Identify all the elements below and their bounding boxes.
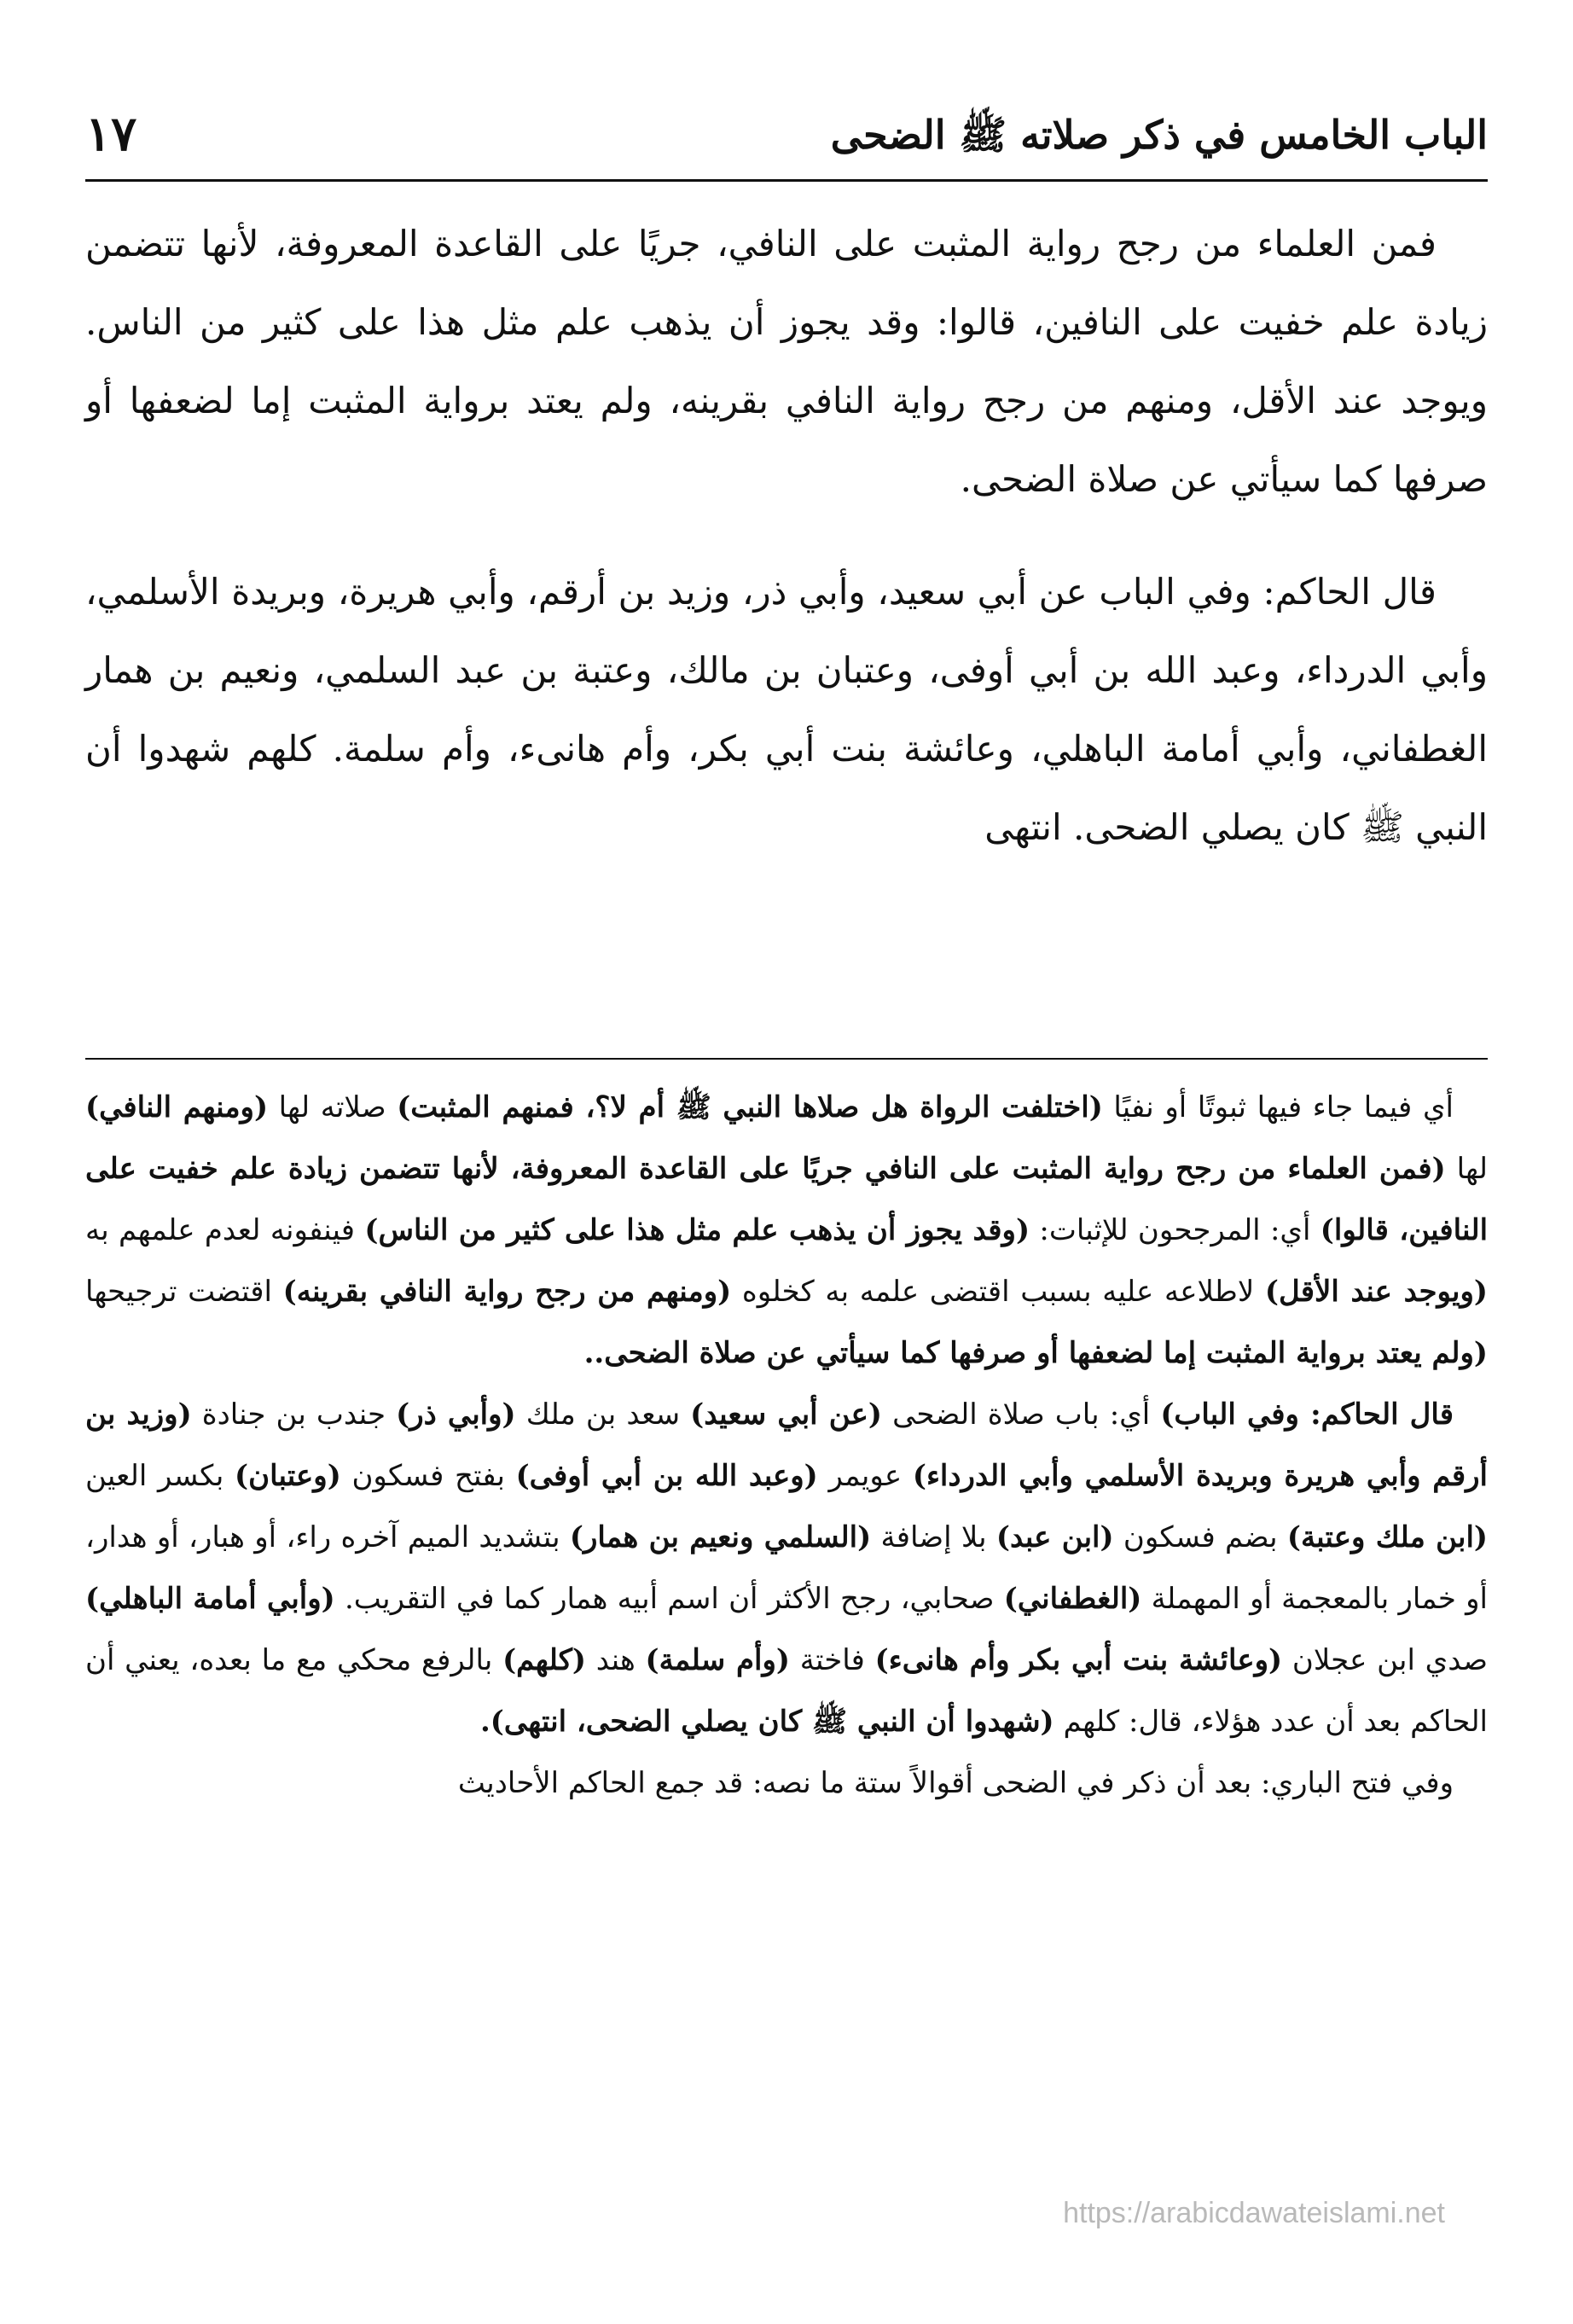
quoted-text-span: (ومنهم من رجح رواية النافي بقرينه) — [282, 1275, 732, 1309]
commentary-text-span: لاطلاعه عليه بسبب اقتضى علمه به كخلوه — [731, 1275, 1265, 1309]
commentary-text-span: جندب بن جنادة — [191, 1397, 397, 1432]
quoted-text-span: (وأم سلمة) — [645, 1643, 791, 1677]
commentary-paragraph-3: وفي فتح الباري: بعد أن ذكر في الضحى أقوالاً ستة ما نصه: قد جمع الحاكم الأحاديث — [457, 1766, 1454, 1800]
commentary-divider — [85, 1058, 1488, 1060]
commentary-text-span: بضم فسكون — [1113, 1520, 1287, 1554]
commentary-text-span: فينفونه لعدم علمهم به — [85, 1213, 365, 1247]
quoted-text-span: قال الحاكم: وفي الباب) — [1160, 1397, 1454, 1432]
page-header — [85, 102, 1488, 179]
header-divider — [85, 179, 1488, 182]
quoted-text-span: (وزيد بن أرقم وأبي هريرة وبريدة الأسلمي وأبي الدرداء) — [85, 1397, 1488, 1493]
commentary-text-span: أي: المرجحون للإثبات: — [1030, 1213, 1321, 1247]
commentary-text-span: لها — [1445, 1152, 1488, 1186]
quoted-text-span: (ابن عبد) — [995, 1520, 1114, 1554]
commentary-text-span: بتشديد الميم آخره راء، أو هبار، أو هدار، أو خمار بالمعجمة أو المهملة — [85, 1520, 1488, 1616]
quoted-text-span: (كلهم) — [502, 1643, 586, 1677]
quoted-text-span: (وعائشة بنت أبي بكر وأم هانىء) — [874, 1643, 1283, 1677]
quoted-text-span: (اختلفت الرواة هل صلاها النبي ﷺ أم لا؟، فمنهم المثبت) — [397, 1090, 1103, 1124]
commentary-text-span: عويمر — [817, 1459, 913, 1493]
main-paragraph-2: قال الحاكم: وفي الباب عن أبي سعيد، وأبي ذر، وزيد بن أرقم، وأبي هريرة، وبريدة الأسلمي، وأبي الدرداء، وعبد الله بن أبي أوفى، وعتبان بن مالك، وعتبة بن عبد السلمي، ونعيم بن همار الغطفاني، وأبي أمامة الباهلي، وعائشة بنت أبي بكر، وأم هانىء، وأم سلمة. كلهم شهدوا أن النبي ﷺ كان يصلي الضحى. انتهى — [85, 571, 1488, 848]
quoted-text-span: (السلمي ونعيم بن همار) — [569, 1520, 872, 1554]
commentary-text-span: أي: باب صلاة الضحى — [882, 1397, 1161, 1432]
chapter-title: الباب الخامس في ذكر صلاته ﷺ الضحى — [830, 112, 1488, 158]
quoted-text-span: (وقد يجوز أن يذهب علم مثل هذا على كثير من الناس) — [364, 1213, 1030, 1247]
commentary-text-span: صلاته لها — [268, 1090, 398, 1124]
watermark-url: https://arabicdawateislami.net — [1063, 2197, 1445, 2229]
commentary-paragraph-2 — [85, 1384, 1488, 1752]
commentary-text-span: هند — [585, 1643, 646, 1677]
quoted-text-span: (ومنهم النافي) — [85, 1090, 269, 1124]
main-paragraph-1: فمن العلماء من رجح رواية المثبت على النافي، جريًا على القاعدة المعروفة، لأنها تتضمن زيادة علم خفيت على النافين، قالوا: وقد يجوز أن يذهب علم مثل هذا على كثير من الناس. ويوجد عند الأقل، ومنهم من رجح رواية النافي بقرينه، ولم يعتد برواية المثبت إما لضعفها أو صرفها كما سيأتي عن صلاة الضحى. — [85, 223, 1488, 500]
quoted-text-span: (وعتبان) — [235, 1459, 341, 1493]
quoted-text-span: (ويوجد عند الأقل) — [1264, 1275, 1488, 1309]
quoted-text-span: (وأبي أمامة الباهلي) — [85, 1582, 335, 1616]
quoted-text-span: (وأبي ذر) — [396, 1397, 516, 1432]
commentary-text-span: فاختة — [790, 1643, 875, 1677]
quoted-text-span: (عن أبي سعيد) — [690, 1397, 882, 1432]
commentary-text-span: صحابي، رجح الأكثر أن اسم أبيه همار كما في التقريب. — [334, 1582, 1004, 1616]
quoted-text-span: (وعبد الله بن أبي أوفى) — [515, 1459, 818, 1493]
commentary-paragraph-1 — [85, 1077, 1488, 1384]
commentary-text-span: بفتح فسكون — [340, 1459, 516, 1493]
commentary-text-span: بكسر العين — [85, 1459, 235, 1493]
commentary-text-span: سعد بن ملك — [515, 1397, 691, 1432]
quoted-text-span: (فمن العلماء من رجح رواية المثبت على النافي جريًا على القاعدة المعروفة، لأنها تتضمن زيادة علم خفيت على النافين، قالوا) — [85, 1152, 1489, 1247]
quoted-text-span: (الغطفاني) — [1003, 1582, 1142, 1616]
quoted-text-span: (ولم يعتد برواية المثبت إما لضعفها أو صرفها كما سيأتي عن صلاة الضحى.. — [583, 1336, 1488, 1370]
commentary-text-span: بلا إضافة — [871, 1520, 996, 1554]
quoted-text-span: (شهدوا أن النبي ﷺ كان يصلي الضحى، انتهى). — [479, 1705, 1054, 1739]
page-number: ١٧ — [85, 106, 137, 162]
commentary-text-span: اقتضت ترجيحها — [85, 1275, 283, 1309]
main-text — [85, 205, 1488, 867]
quoted-text-span: (ابن ملك وعتبة) — [1286, 1520, 1488, 1554]
commentary-text-span: صدي ابن عجلان — [1282, 1643, 1488, 1677]
commentary-text-span: أي فيما جاء فيها ثبوتًا أو نفيًا — [1102, 1090, 1454, 1124]
commentary-text-span: بالرفع محكي مع ما بعده، يعني أن الحاكم بعد أن عدد هؤلاء، قال: كلهم — [85, 1643, 1488, 1739]
commentary — [85, 1077, 1488, 1814]
